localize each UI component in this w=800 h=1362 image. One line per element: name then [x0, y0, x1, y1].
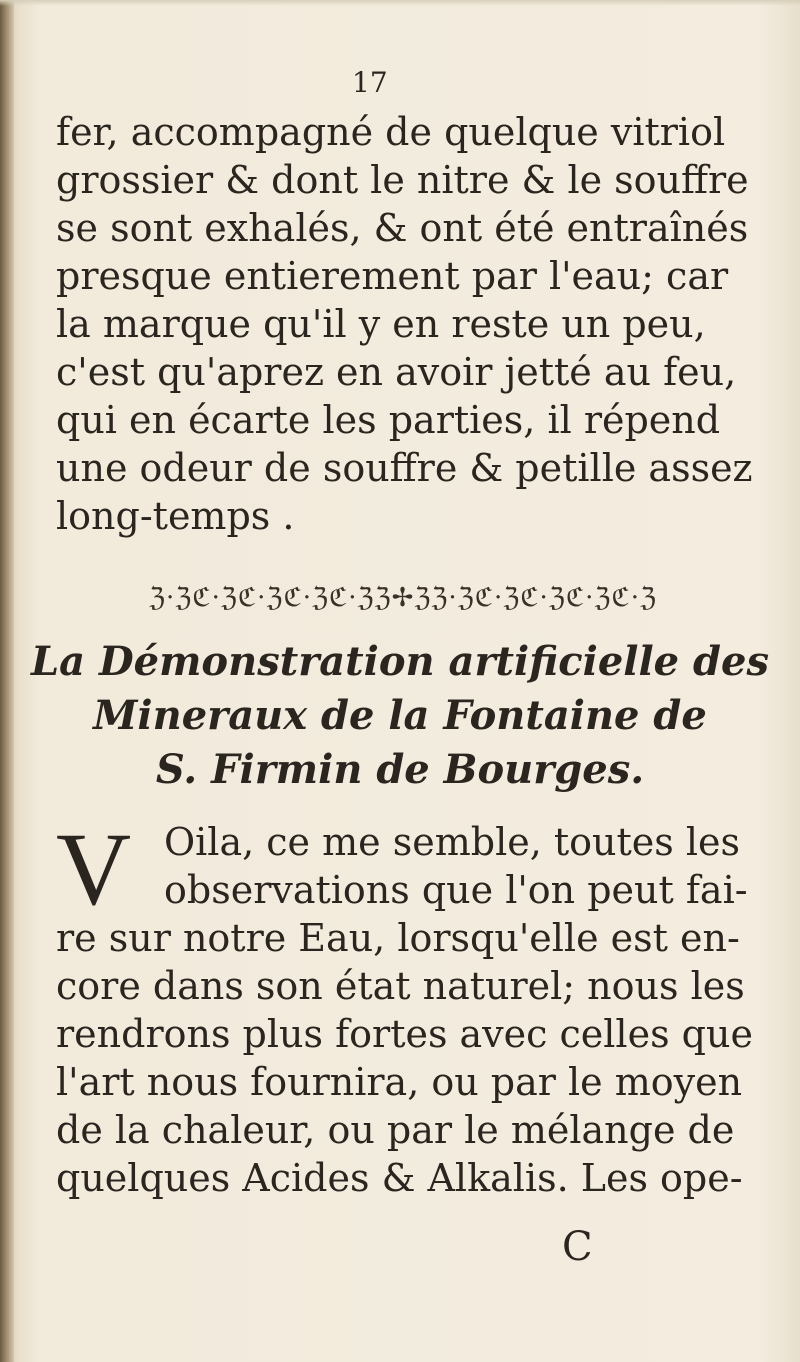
text-line: re sur notre Eau, lorsqu'elle est en-	[56, 916, 740, 960]
text-line: fer, accompagné de quelque vitriol	[56, 110, 726, 154]
text-line: de la chaleur, ou par le mélange de	[56, 1108, 735, 1152]
text-line: se sont exhalés, & ont été entraînés	[56, 206, 749, 250]
text-line: une odeur de souffre & petille assez	[56, 446, 753, 490]
text-line: observations que l'on peut fai-	[164, 868, 748, 912]
section-heading-line: S. Firmin de Bourges.	[155, 746, 645, 793]
section-heading-line: La Démonstration artificielle des	[31, 638, 769, 685]
page-top-edge	[0, 0, 800, 6]
text-line: l'art nous fournira, ou par le moyen	[56, 1060, 743, 1104]
top-paragraph	[56, 108, 756, 540]
text-line: la marque qu'il y en reste un peu,	[56, 302, 706, 346]
text-line: presque entierement par l'eau; car	[56, 254, 729, 298]
text-line: c'est qu'aprez en avoir jetté au feu,	[56, 350, 737, 394]
signature-mark: C	[562, 1224, 593, 1270]
text-line: qui en écarte les parties, il répend	[56, 398, 721, 442]
section-heading-line: Mineraux de la Fontaine de	[93, 692, 707, 739]
text-line: rendrons plus fortes avec celles que	[56, 1012, 753, 1056]
text-line: core dans son état naturel; nous les	[56, 964, 745, 1008]
drop-cap: V	[56, 812, 132, 927]
text-line: Oila, ce me semble, toutes les	[164, 820, 740, 864]
text-line: long-temps .	[56, 494, 295, 538]
text-line: grossier & dont le nitre & le souffre	[56, 158, 749, 202]
section-paragraph	[56, 812, 756, 1202]
page-number: 17	[352, 66, 388, 99]
text-line: quelques Acides & Alkalis. Les ope-	[56, 1156, 743, 1200]
decorative-divider: ℨ·ℨℭ·ℨℭ·ℨℭ·ℨℭ·ℨℨ✢ℨℨ·ℨℭ·ℨℭ·ℨℭ·ℨℭ·ℨ	[149, 583, 657, 613]
